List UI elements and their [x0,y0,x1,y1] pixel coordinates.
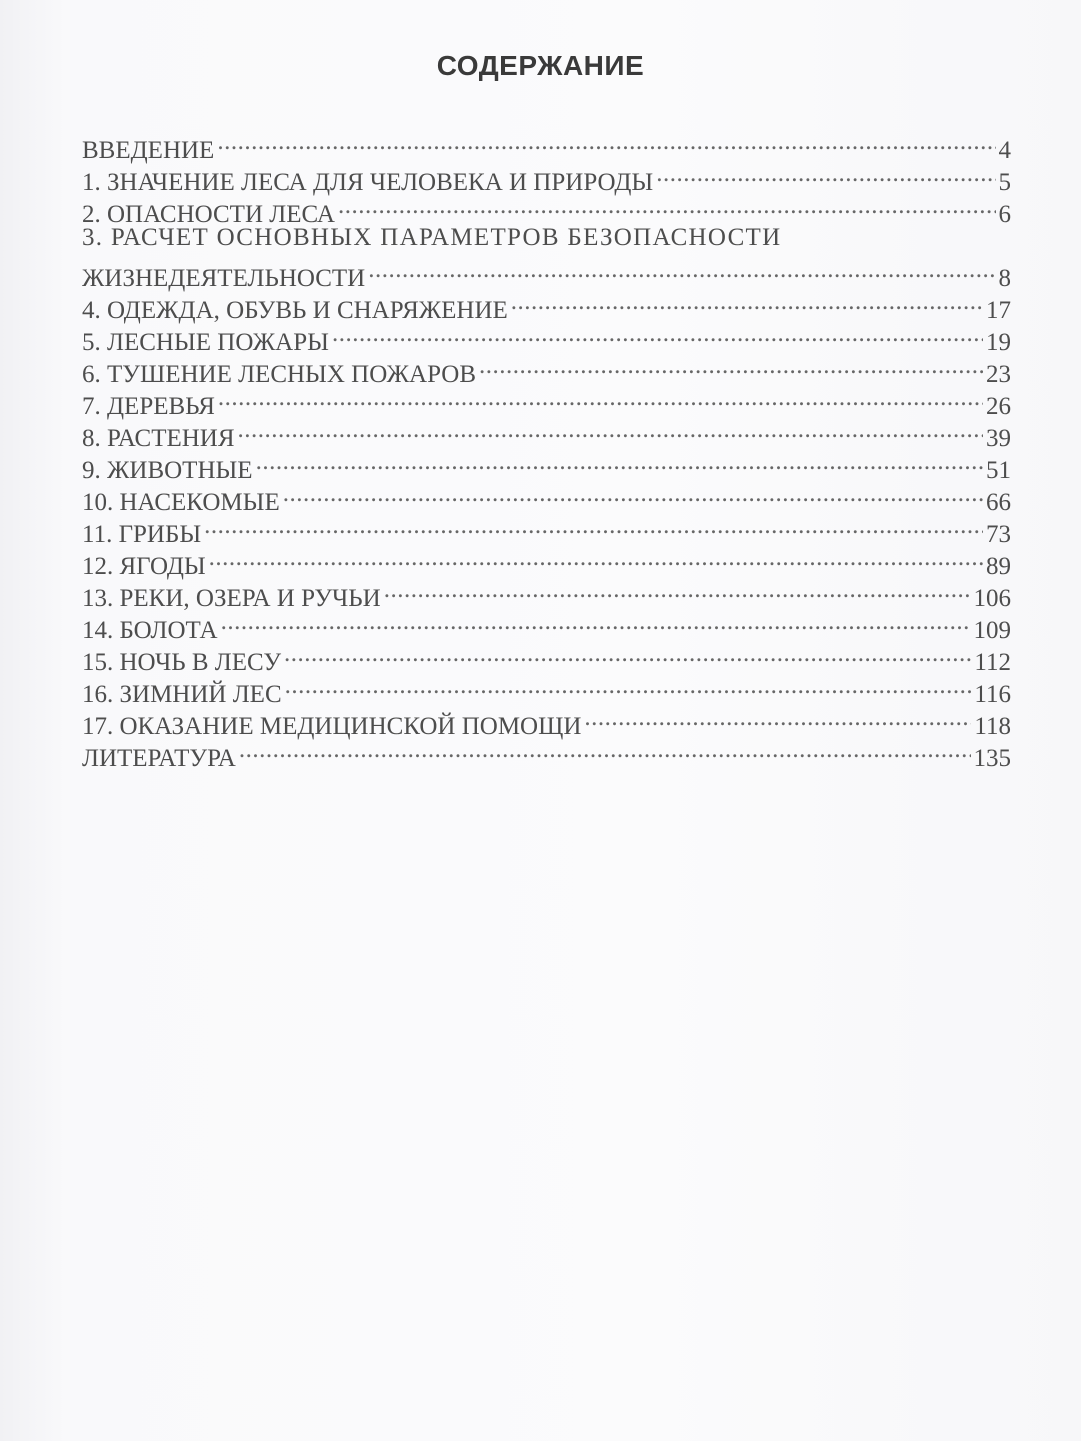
toc-leader-dots [209,542,983,574]
toc-entry-label: 17. ОКАЗАНИЕ МЕДИЦИНСКОЙ ПОМОЩИ [82,713,582,740]
toc-leader-dots [221,606,971,638]
toc-leader-dots [656,158,995,190]
toc-leader-dots [479,350,983,382]
toc-entry-ch7 [82,382,1011,420]
toc-entry-label: 2. ОПАСНОСТИ ЛЕСА [82,201,335,228]
toc-entry-label: 13. РЕКИ, ОЗЕРА И РУЧЬИ [82,585,381,612]
toc-page-number: 66 [986,489,1011,516]
toc-page-number: 4 [998,137,1011,164]
toc-entry-label: 1. ЗНАЧЕНИЕ ЛЕСА ДЛЯ ЧЕЛОВЕКА И ПРИРОДЫ [82,169,654,196]
toc-entry-label: 12. ЯГОДЫ [82,553,206,580]
toc-page-number: 17 [986,297,1011,324]
toc-entry-ch11 [82,510,1011,548]
toc-entry-ch8 [82,414,1011,452]
toc-leader-dots [217,126,995,158]
toc-page-number: 135 [973,745,1011,772]
toc-leader-dots [511,286,983,318]
toc-page-number: 23 [986,361,1011,388]
toc-entry-label: ВВЕДЕНИЕ [82,137,215,164]
toc-page-number: 6 [998,201,1011,228]
toc-leader-dots [284,638,971,670]
toc-page-number: 8 [998,265,1011,292]
toc-entry-label: 6. ТУШЕНИЕ ЛЕСНЫХ ПОЖАРОВ [82,361,477,388]
toc-entry-label: 14. БОЛОТА [82,617,218,644]
toc-leader-dots [338,190,996,222]
toc-entry-label: ЛИТЕРАТУРА [82,745,236,772]
toc-entry-label: ЖИЗНЕДЕЯТЕЛЬНОСТИ [82,265,366,292]
toc-entry-introduction [82,126,1011,164]
toc-entry-label: 8. РАСТЕНИЯ [82,425,235,452]
toc-page-number: 26 [986,393,1011,420]
toc-leader-dots [332,318,983,350]
toc-entry-ch12 [82,542,1011,580]
toc-entry-label: 16. ЗИМНИЙ ЛЕС [82,681,282,708]
toc-page-number: 112 [974,649,1011,676]
toc-entry-ch14 [82,606,1011,644]
toc-entry-label: 9. ЖИВОТНЫЕ [82,457,253,484]
toc-page-number: 19 [986,329,1011,356]
toc-leader-dots [239,734,971,766]
toc-entry-label: 11. ГРИБЫ [82,521,202,548]
toc-entry-ch3-line1 [82,222,1011,254]
toc-entry-ch13 [82,574,1011,612]
toc-entry-ch3-line2 [82,254,1011,292]
toc-page-number: 106 [973,585,1011,612]
toc-entry-label: 7. ДЕРЕВЬЯ [82,393,215,420]
toc-leader-dots [283,478,983,510]
toc-leader-dots [384,574,971,606]
toc-leader-dots [285,670,972,702]
toc-page-number: 109 [973,617,1011,644]
table-of-contents [82,126,1011,772]
toc-leader-dots [218,382,983,414]
toc-leader-dots [368,254,995,286]
toc-page-number: 73 [986,521,1011,548]
toc-entry-label: 3. РАСЧЕТ ОСНОВНЫХ ПАРАМЕТРОВ БЕЗОПАСНОСТИ [82,224,782,251]
toc-leader-dots [238,414,983,446]
page-title: СОДЕРЖАНИЕ [436,50,645,81]
toc-entry-label: 10. НАСЕКОМЫЕ [82,489,280,516]
toc-page-number: 118 [974,713,1011,740]
toc-entry-ch15 [82,638,1011,676]
toc-entry-ch1 [82,158,1011,196]
toc-page-number: 51 [986,457,1011,484]
toc-entry-label: 4. ОДЕЖДА, ОБУВЬ И СНАРЯЖЕНИЕ [82,297,508,324]
toc-leader-dots [584,702,971,734]
toc-page-number: 39 [986,425,1011,452]
toc-page-number: 116 [974,681,1011,708]
toc-leader-dots [204,510,983,542]
toc-page-number: 5 [998,169,1011,196]
toc-entry-label: 15. НОЧЬ В ЛЕСУ [82,649,282,676]
toc-leader-dots [256,446,983,478]
toc-page-number: 89 [986,553,1011,580]
toc-entry-label: 5. ЛЕСНЫЕ ПОЖАРЫ [82,329,329,356]
